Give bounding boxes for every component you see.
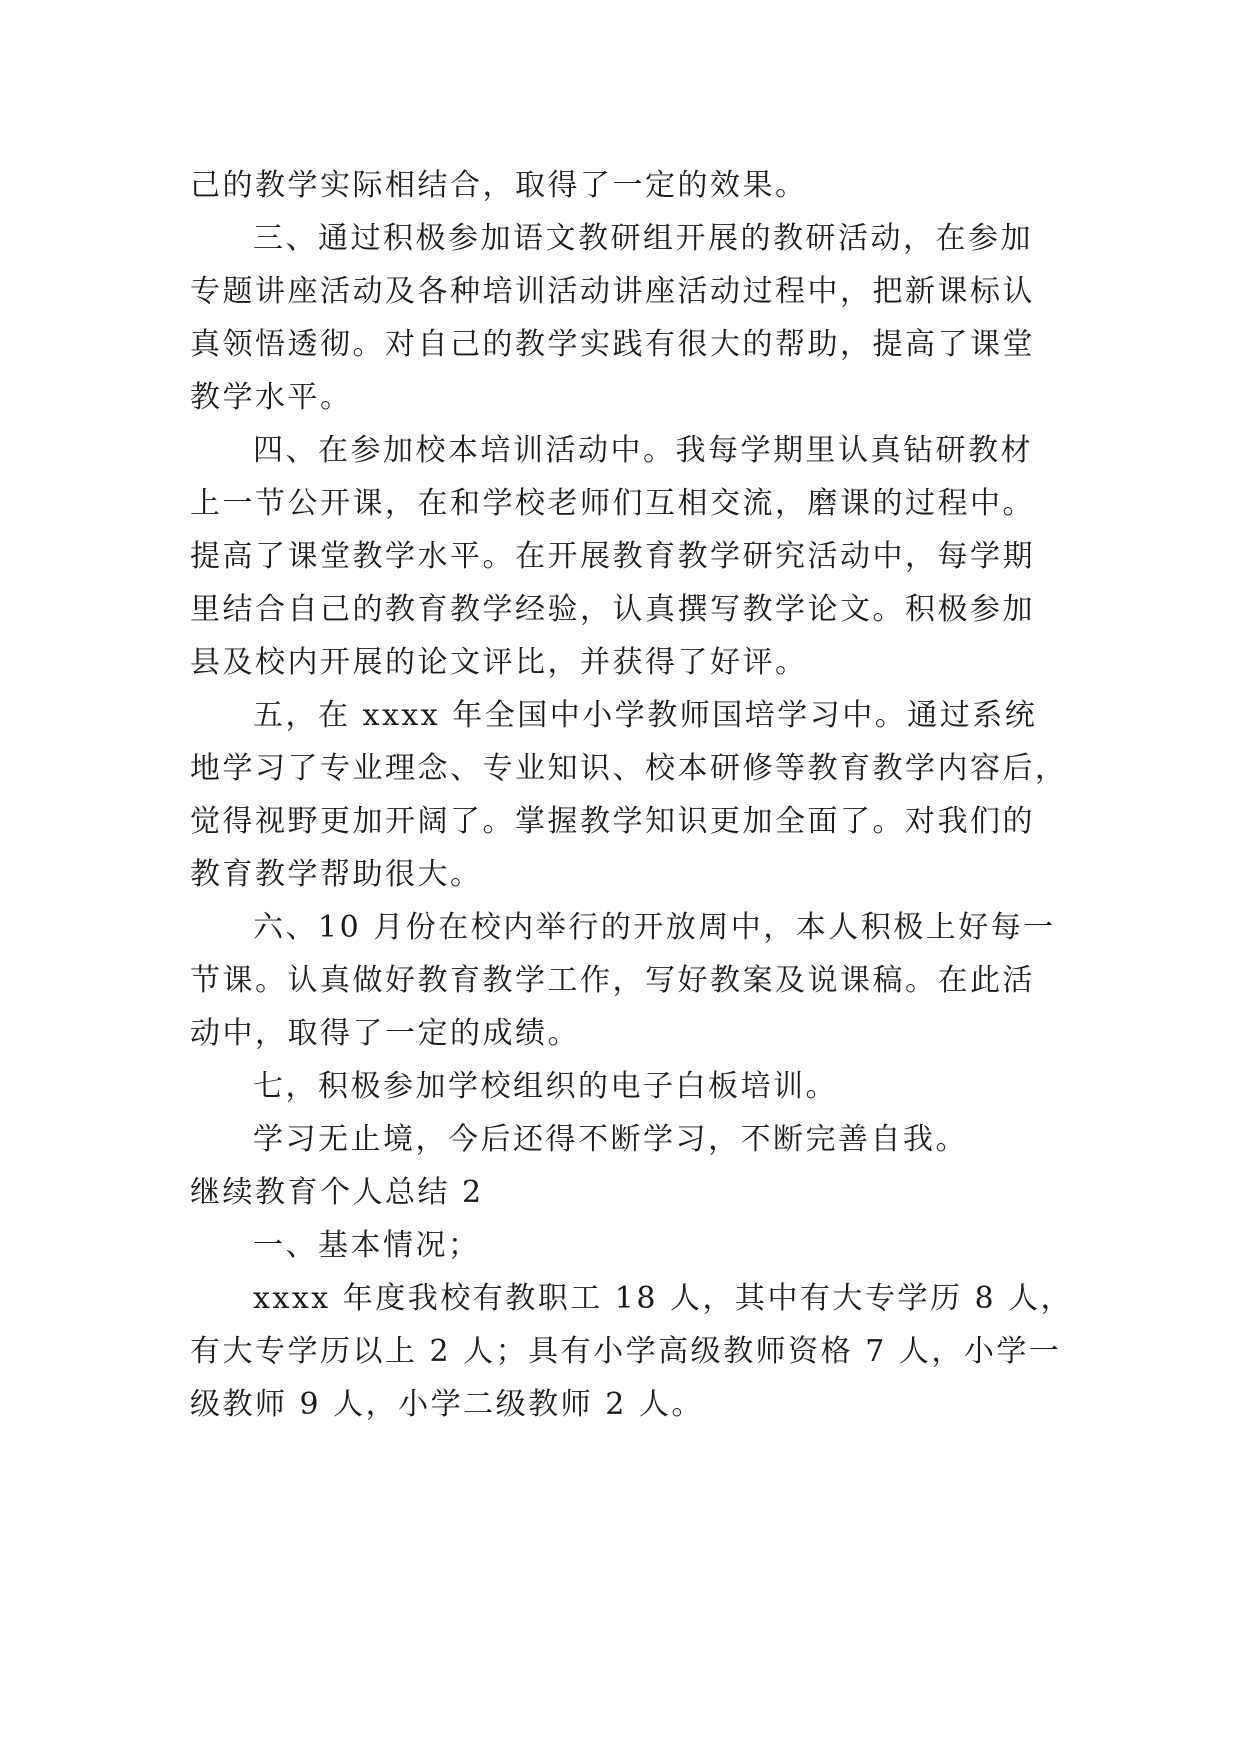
- text-line: 上一节公开课，在和学校老师们互相交流，磨课的过程中。: [190, 486, 1035, 521]
- text-line: 教学水平。: [190, 380, 353, 415]
- text-line: 真领悟透彻。对自己的教学实践有很大的帮助，提高了课堂: [190, 327, 1035, 362]
- text-line: 提高了课堂教学水平。在开展教育教学研究活动中，每学期: [190, 539, 1035, 574]
- text-line: 里结合自己的教育教学经验，认真撰写教学论文。积极参加: [190, 592, 1035, 627]
- text-line: 有大专学历以上 2 人；具有小学高级教师资格 7 人，小学一: [190, 1334, 1062, 1369]
- text-line: 动中，取得了一定的成绩。: [190, 1016, 580, 1051]
- section-heading: 继续教育个人总结 2: [190, 1175, 484, 1210]
- text-line: 地学习了专业理念、专业知识、校本研修等教育教学内容后，: [190, 751, 1068, 786]
- paragraph-start: 四、在参加校本培训活动中。我每学期里认真钻研教材: [253, 433, 1033, 468]
- text-line: 节课。认真做好教育教学工作，写好教案及说课稿。在此活: [190, 963, 1035, 998]
- paragraph-start: 七，积极参加学校组织的电子白板培训。: [253, 1069, 838, 1104]
- paragraph-start: 学习无止境，今后还得不断学习，不断完善自我。: [253, 1122, 968, 1157]
- text-line: 教育教学帮助很大。: [190, 857, 483, 892]
- paragraph-start: 一、基本情况；: [253, 1228, 481, 1263]
- paragraph-start: xxxx 年度我校有教职工 18 人，其中有大专学历 8 人，: [253, 1281, 1074, 1316]
- paragraph-start: 五，在 xxxx 年全国中小学教师国培学习中。通过系统: [253, 698, 1038, 733]
- text-line: 己的教学实际相结合，取得了一定的效果。: [190, 168, 808, 203]
- paragraph-start: 三、通过积极参加语文教研组开展的教研活动，在参加: [253, 221, 1033, 256]
- paragraph-start: 六、10 月份在校内举行的开放周中，本人积极上好每一: [253, 910, 1056, 945]
- text-line: 级教师 9 人，小学二级教师 2 人。: [190, 1387, 704, 1422]
- text-line: 县及校内开展的论文评比，并获得了好评。: [190, 645, 808, 680]
- text-line: 专题讲座活动及各种培训活动讲座活动过程中，把新课标认: [190, 274, 1035, 309]
- text-line: 觉得视野更加开阔了。掌握教学知识更加全面了。对我们的: [190, 804, 1035, 839]
